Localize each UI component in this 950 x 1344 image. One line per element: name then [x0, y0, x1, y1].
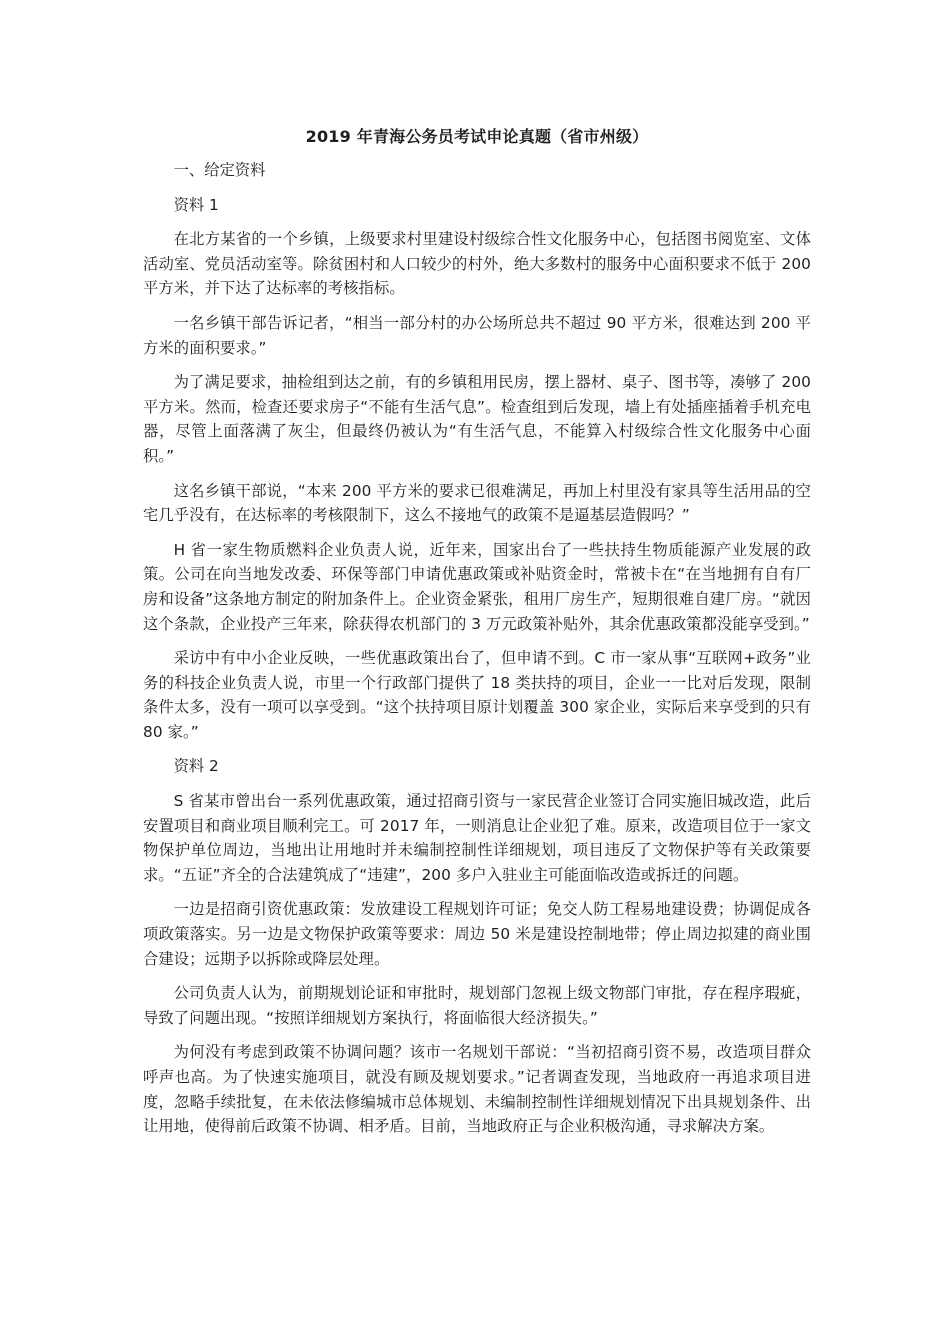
- paragraph: 为了满足要求，抽检组到达之前，有的乡镇租用民房，摆上器材、桌子、图书等，凑够了 200 平方米。然而，检查还要求房子“不能有生活气息”。检查组到后发现，墙上有处插座插着手机充电器，尽管上面落满了灰尘，但最终仍被认为“有生活气息，不能算入村级综合性文化服务中心面积。”: [143, 373, 811, 465]
- paragraph: 为何没有考虑到政策不协调问题？该市一名规划干部说：“当初招商引资不易，改造项目群众呼声也高。为了快速实施项目，就没有顾及规划要求。”记者调查发现，当地政府一再追求项目进度，忽略手续批复，在未依法修编城市总体规划、未编制控制性详细规划情况下出具规划条件、出让用地，使得前后政策不协调、相矛盾。目前，当地政府正与企业积极沟通，寻求解决方案。: [143, 1043, 811, 1136]
- material-1-heading: 资料 1: [173, 195, 219, 214]
- paragraph: 一名乡镇干部告诉记者，“相当一部分村的办公场所总共不超过 90 平方米，很难达到 200 平方米的面积要求。”: [143, 313, 811, 357]
- paragraph: 公司负责人认为，前期规划论证和审批时，规划部门忽视上级文物部门审批，存在程序瑕疵，导致了问题出现。“按照详细规划方案执行，将面临很大经济损失。”: [143, 984, 811, 1027]
- paragraph: S 省某市曾出台一系列优惠政策，通过招商引资与一家民营企业签订合同实施旧城改造，此后安置项目和商业项目顺利完工。可 2017 年，一则消息让企业犯了难。原来，改造项目位于一家文物保护单位周边，当地出让用地时并未编制控制性详细规划，项目违反了文物保护等有关政策要求。“五证”齐全的合法建筑成了“违建”，200 多户入驻业主可能面临改造或拆迁的问题。: [143, 792, 811, 884]
- material-2-heading: 资料 2: [173, 757, 219, 776]
- paragraph: 一边是招商引资优惠政策：发放建设工程规划许可证；免交人防工程易地建设费；协调促成各项政策落实。另一边是文物保护政策等要求：周边 50 米是建设控制地带；停止周边拟建的商业围合建设；远期予以拆除或降层处理。: [143, 900, 811, 968]
- document-body: [143, 122, 811, 1149]
- paragraph: 这名乡镇干部说，“本来 200 平方米的要求已很难满足，再加上村里没有家具等生活用品的空宅几乎没有，在达标率的考核限制下，这么不接地气的政策不是逼基层造假吗？”: [143, 481, 811, 525]
- section-heading: 一、给定资料: [173, 161, 266, 179]
- paragraph: 采访中有中小企业反映，一些优惠政策出台了，但申请不到。C 市一家从事“互联网+政务”业务的科技企业负责人说，市里一个行政部门提供了 18 类扶持的项目，企业一一比对后发现，限制条件太多，没有一项可以享受到。“这个扶持项目原计划覆盖 300 家企业，实际后来享受到的只有 80 家。”: [143, 649, 811, 741]
- paragraph: H 省一家生物质燃料企业负责人说，近年来，国家出台了一些扶持生物质能源产业发展的政策。公司在向当地发改委、环保等部门申请优惠政策或补贴资金时，常被卡在“在当地拥有自有厂房和设备”这条地方制定的附加条件上。企业资金紧张，租用厂房生产，短期很难自建厂房。“就因这个条款，企业投产三年来，除获得农机部门的 3 万元政策补贴外，其余优惠政策都没能享受到。”: [143, 540, 811, 633]
- document-title: 2019 年青海公务员考试申论真题（省市州级）: [305, 127, 649, 146]
- paragraph: 在北方某省的一个乡镇，上级要求村里建设村级综合性文化服务中心，包括图书阅览室、文体活动室、党员活动室等。除贫困村和人口较少的村外，绝大多数村的服务中心面积要求不低于 200 平方米，并下达了达标率的考核指标。: [143, 230, 811, 298]
